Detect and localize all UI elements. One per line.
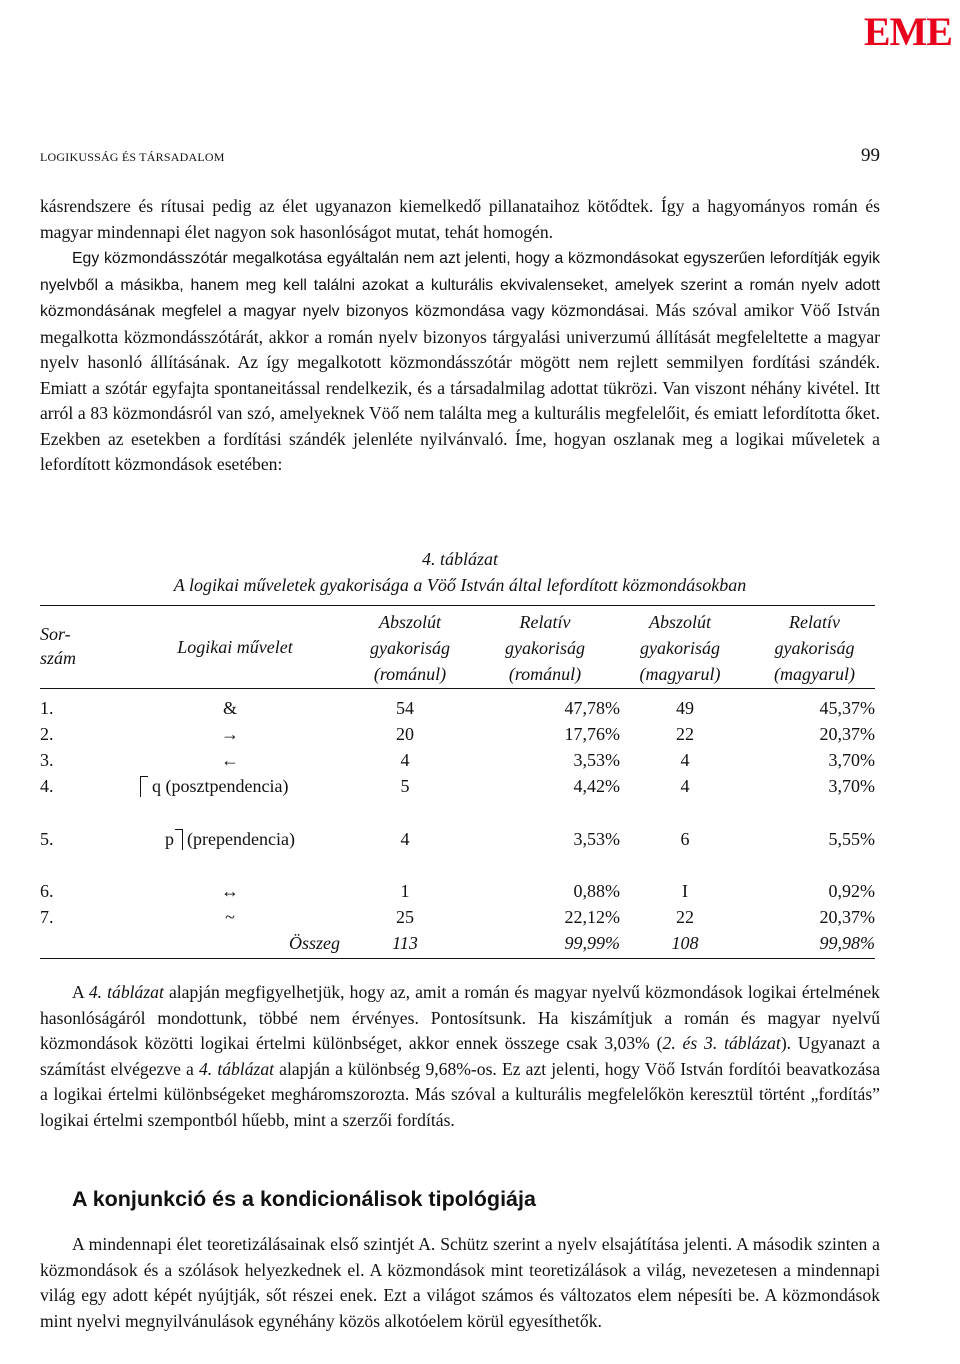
row-abs-ro: 5 xyxy=(400,776,410,796)
paragraph-analysis xyxy=(40,980,880,1133)
table-row xyxy=(40,695,875,721)
analysis-text-a: A xyxy=(72,982,84,1002)
row-num: 4. xyxy=(40,776,54,796)
prependencia-bracket-icon xyxy=(175,829,183,850)
row-rel-ro: 47,78% xyxy=(564,698,620,718)
row-rel-hu: 3,70% xyxy=(828,776,875,796)
row-abs-ro: 20 xyxy=(396,724,414,744)
row-rel-ro: 4,42% xyxy=(573,776,620,796)
total-abs-ro: 113 xyxy=(392,933,418,953)
header-abs-hu xyxy=(620,609,740,687)
table-row xyxy=(40,721,875,747)
row-rel-hu: 20,37% xyxy=(819,907,875,927)
row-rel-hu: 0,92% xyxy=(828,881,875,901)
table-row-total xyxy=(40,930,875,959)
row-abs-hu: 4 xyxy=(680,776,690,796)
frequency-table xyxy=(40,605,875,959)
row-num: 3. xyxy=(40,750,54,770)
header-rel-hu xyxy=(752,609,877,687)
header-rel-hu-2: gyakoriság xyxy=(774,638,855,658)
row-rel-hu: 5,55% xyxy=(828,829,875,849)
header-rel-hu-1: Relatív xyxy=(789,612,840,632)
header-abs-ro-3: (románul) xyxy=(373,664,447,684)
row-rel-ro: 22,12% xyxy=(564,907,620,927)
table-row xyxy=(40,878,875,904)
total-rel-hu: 99,98% xyxy=(819,933,875,953)
row-abs-hu: 49 xyxy=(676,698,694,718)
running-head xyxy=(40,145,880,167)
row-num: 7. xyxy=(40,907,54,927)
row-abs-hu: 22 xyxy=(676,907,694,927)
table-title: A logikai műveletek gyakorisága a Vöő István által lefordított közmondásokban xyxy=(173,575,747,595)
row-rel-ro: 17,76% xyxy=(564,724,620,744)
row-rel-hu: 3,70% xyxy=(828,750,875,770)
row-rel-hu: 20,37% xyxy=(819,724,875,744)
analysis-ref-table-4: 4. táblázat xyxy=(88,982,164,1002)
row-abs-ro: 1 xyxy=(400,881,410,901)
section-title: A konjunkció és a kondicionálisok tipológiája xyxy=(72,1187,536,1211)
header-abs-ro-2: gyakoriság xyxy=(370,638,450,658)
row-abs-ro: 4 xyxy=(400,750,410,770)
table-row xyxy=(40,747,875,773)
header-abs-hu-2: gyakoriság xyxy=(640,638,720,658)
analysis-text-b: alapján megfigyelhetjük, hogy az, amit a román és magyar nyelvű közmondások logikai értelmének hasonlóságáról mondottunk, többé nem érvényes. Pontosítsunk. Ha kiszámítjuk a román és magyar nyelvű közmondások közötti logikai értelmi különbséget, akkor ennek összege csak 3,03% ( xyxy=(40,982,880,1053)
total-abs-hu: 108 xyxy=(671,933,699,953)
header-abs-hu-1: Abszolút xyxy=(648,612,711,632)
row-op xyxy=(140,773,288,799)
prependencia-p: p xyxy=(165,829,175,849)
table-header xyxy=(40,605,875,689)
table-row xyxy=(40,773,875,799)
header-abs-hu-3: (magyarul) xyxy=(639,664,721,684)
header-abs-ro-1: Abszolút xyxy=(378,612,441,632)
row-abs-ro: 25 xyxy=(396,907,414,927)
row-abs-hu: 6 xyxy=(680,829,690,849)
table-row xyxy=(40,826,875,852)
header-muvelet: Logikai művelet xyxy=(177,637,293,657)
header-rel-hu-3: (magyarul) xyxy=(774,664,855,684)
header-rel-ro xyxy=(485,609,605,687)
row-abs-ro: 54 xyxy=(396,698,414,718)
table-number: 4. táblázat xyxy=(421,549,498,569)
row-abs-hu: 22 xyxy=(676,724,694,744)
header-abs-ro xyxy=(355,609,465,687)
analysis-ref-table-4b: 4. táblázat xyxy=(199,1058,275,1079)
row-num: 1. xyxy=(40,698,54,718)
posztpendencia-bracket-icon xyxy=(140,776,148,797)
schutz-text: A mindennapi élet teoretizálásainak első szintjét A. Schütz szerint a nyelv elsajátítása jelenti. A második szinten a közmondások és a szólások helyezkednek el. A közmondások mint teoretizálások a világ, nevezetesen a mindennapi világ egy adott képét nyújtják, sőt részei enek. Ezt a világot számos és változatos elem népesíti be. A közmondások mint nyelvi megnyilvánulások egynéhány közös alkotóelem körül egyesíthetők. xyxy=(40,1234,880,1331)
row-rel-ro: 3,53% xyxy=(573,829,620,849)
row-abs-hu: 4 xyxy=(680,750,690,770)
row-rel-ro: 0,88% xyxy=(573,881,620,901)
table-row xyxy=(40,904,875,930)
paragraph-intro: kásrendszere és rítusai pedig az élet ugyanazon kiemelkedő pillanataihoz kötődtek. Így a hagyományos román és magyar mindennapi élet nagyon sok hasonlóságot mutat, tehát homogén. xyxy=(40,196,880,242)
row-op-text: q (posztpendencia) xyxy=(152,776,289,796)
eme-logo: EME xyxy=(863,9,952,54)
page-number: 99 xyxy=(861,145,880,166)
row-op: ↔ xyxy=(221,881,239,901)
row-op xyxy=(110,826,350,852)
row-rel-ro: 3,53% xyxy=(573,750,620,770)
row-num: 6. xyxy=(40,881,54,901)
total-rel-ro: 99,99% xyxy=(564,933,620,953)
paragraph-proverb-dictionary-serif: Más szóval amikor Vöő István megalkotta közmondásszótárát, akkor a román nyelv bizonyos tárgyalási univerzumú állítását megfeleltette a magyar nyelv hasonló állításának. Az így megalkotott közmondásszótár mögött nem rejlett semmilyen fordítási szándék. Emiatt a szótár egyfajta spontaneitással rendelkezik, és a társadalmilag adottat tükrözi. Van viszont néhány kivétel. Itt arról a 83 közmondásról van szó, amelyeknek Vöő nem találta meg a kulturális megfelelőit, és emiatt lefordította őket. Ezekben az esetekben a fordítási szándék jelenléte nyilvánvaló. Íme, hogyan oszlanak meg a logikai műveletek a lefordított közmondások esetében: xyxy=(40,300,880,474)
paragraph-proverb-dictionary-sans: Egy közmondásszótár megalkotása egyáltalán nem azt jelenti, hogy a közmondásokat egyszerűen lefordítják egyik nyelvből a másikba, hanem meg kell találni azokat a kulturális ekvivalenseket, amelyek szerint a román nyelv adott közmondásának megfelel a magyar nyelv bizonyos közmondása vagy közmondásai. xyxy=(40,250,880,320)
header-rel-ro-1: Relatív xyxy=(519,612,571,632)
paragraph-proverb-dictionary xyxy=(40,245,880,478)
total-label: Összeg xyxy=(288,933,340,953)
row-num: 2. xyxy=(40,724,54,744)
analysis-ref-tables-2-3: 2. és 3. táblázat xyxy=(662,1033,781,1053)
prependencia-label: (prependencia) xyxy=(187,829,295,849)
analysis-text-d: alapján a különbség 9,68%-os. Ez azt jelenti, hogy Vöő István fordítói beavatkozása a logikai értelmi különbségeket megháromszorozta. Más szóval a kulturális megfelelőkön keresztül történt „fordítás” logikai értelmi szempontból hűebb, mint a szerzői fordítás. xyxy=(40,1058,880,1130)
row-op: → xyxy=(221,724,239,744)
row-rel-hu: 45,37% xyxy=(819,698,875,718)
header-rel-ro-3: (románul) xyxy=(508,664,582,684)
row-abs-ro: 4 xyxy=(400,829,410,849)
row-op: ~ xyxy=(225,907,235,927)
row-op: ← xyxy=(221,750,239,770)
header-sorszam: Sor- szám xyxy=(40,624,77,668)
paragraph-schutz xyxy=(40,1232,880,1334)
header-rel-ro-2: gyakoriság xyxy=(505,638,585,658)
row-num: 5. xyxy=(40,829,54,849)
running-head-title: LOGIKUSSÁG ÉS TÁRSADALOM xyxy=(40,150,225,164)
row-abs-hu: I xyxy=(682,881,688,901)
row-op: & xyxy=(222,698,237,718)
analysis-text-c: ). Ugyanazt a számítást elvégezve a xyxy=(40,1033,880,1079)
